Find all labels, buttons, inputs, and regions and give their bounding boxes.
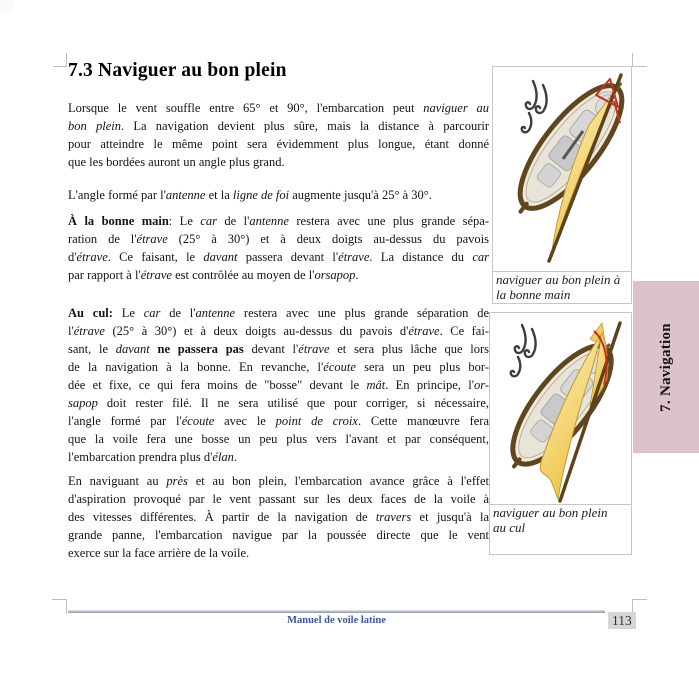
figure-caption bbox=[490, 504, 631, 554]
text-line: sapop doit rester filé. Il ne sera utilisé que pour corriger, si nécessaire, bbox=[68, 396, 489, 410]
wind-gusts-icon bbox=[522, 81, 547, 132]
caption-line: naviguer au bon plein bbox=[493, 505, 608, 520]
footer-book-title: Manuel de voile latine bbox=[287, 615, 386, 626]
section-tab-label: 7. Navigation bbox=[657, 322, 674, 412]
figure-caption bbox=[493, 271, 631, 303]
page-number: 113 bbox=[608, 612, 636, 629]
boat-illustration-au-cul bbox=[490, 313, 629, 504]
corner-artifact bbox=[0, 0, 14, 12]
text-line: pour atteindre le même point sera évidemment plus longue, étant donné bbox=[68, 137, 489, 151]
text-line: des vitesses différentes. À partir de la navigation de travers et jusqu'à la bbox=[68, 510, 489, 524]
crop-mark-bottom-left bbox=[52, 599, 67, 614]
text-line: ration de l'étrave (25° à 30°) et à deux doigts au-dessus du pavois bbox=[68, 232, 489, 246]
figure-au-cul bbox=[489, 312, 632, 555]
paragraph-intro bbox=[68, 99, 489, 171]
text-line: À la bonne main: Le car de l'antenne restera avec une plus grande sépa- bbox=[68, 214, 489, 228]
text-line: que la voile fera une bosse un peu plus vers l'avant et par conséquent, bbox=[68, 432, 489, 446]
text-line: que les bordées auront un angle plus grand. bbox=[68, 155, 285, 169]
text-line: En naviguant au près et au bon plein, l'embarcation avance grâce à l'effet bbox=[68, 474, 489, 488]
text-line: l'embarcation prendra plus d'élan. bbox=[68, 450, 238, 464]
text-line: sant, le davant ne passera pas devant l'étrave et sera plus lâche que lors bbox=[68, 342, 489, 356]
text-line: par rapport à l'étrave est contrôlée au moyen de l'orsapop. bbox=[68, 268, 359, 282]
figure-bonne-main bbox=[492, 66, 632, 304]
crop-mark-top-right bbox=[632, 53, 647, 67]
crop-mark-top-left bbox=[53, 53, 67, 67]
caption-line: au cul bbox=[493, 519, 526, 535]
paragraph-angle bbox=[68, 186, 489, 204]
text-line: l'angle formé par l'écoute avec le point de croix. Cette manœuvre fera bbox=[68, 414, 489, 428]
boat-illustration-bonne-main bbox=[493, 67, 629, 271]
text-line: L'angle formé par l'antenne et la ligne de foi augmente jusqu'à 25° à 30°. bbox=[68, 188, 432, 202]
text-line: exerce sur la face arrière de la voile. bbox=[68, 546, 250, 560]
section-tab bbox=[633, 281, 699, 453]
text-line: d'aspiration provoqué par le vent passant sur les deux faces de la voile à bbox=[68, 492, 489, 506]
text-line: Au cul: Le car de l'antenne restera avec une plus grande séparation de bbox=[68, 306, 489, 320]
text-line: bon plein. La navigation devient plus sûre, mais la distance à parcourir bbox=[68, 119, 489, 133]
text-line: l'étrave (25° à 30°) et à deux doigts au-dessus du pavois d'étrave. Ce fai- bbox=[68, 324, 489, 338]
paragraph-bonne-main bbox=[68, 212, 489, 284]
text-line: grande panne, l'embarcation navigue par la poussée directe que le vent bbox=[68, 528, 489, 542]
paragraph-aspiration bbox=[68, 472, 489, 562]
wind-gusts-icon bbox=[511, 325, 536, 376]
text-line: Lorsque le vent souffle entre 65° et 90°, l'embarcation peut naviguer au bbox=[68, 101, 489, 115]
text-line: dée et fixe, ce qui fera moins de "bosse" devant le mât. En principe, l'or- bbox=[68, 378, 489, 392]
page-title: 7.3 Naviguer au bon plein bbox=[68, 60, 287, 81]
caption-line: la bonne main bbox=[496, 286, 571, 302]
caption-line: naviguer au bon plein à bbox=[496, 272, 621, 287]
paragraph-au-cul bbox=[68, 304, 489, 466]
text-line: d'étrave. Ce faisant, le davant passera devant l'étrave. La distance du car bbox=[68, 250, 489, 264]
text-line: de la navigation à la bonne. En revanche, l'écoute sera un peu plus bor- bbox=[68, 360, 489, 374]
footer-rule bbox=[68, 610, 605, 613]
